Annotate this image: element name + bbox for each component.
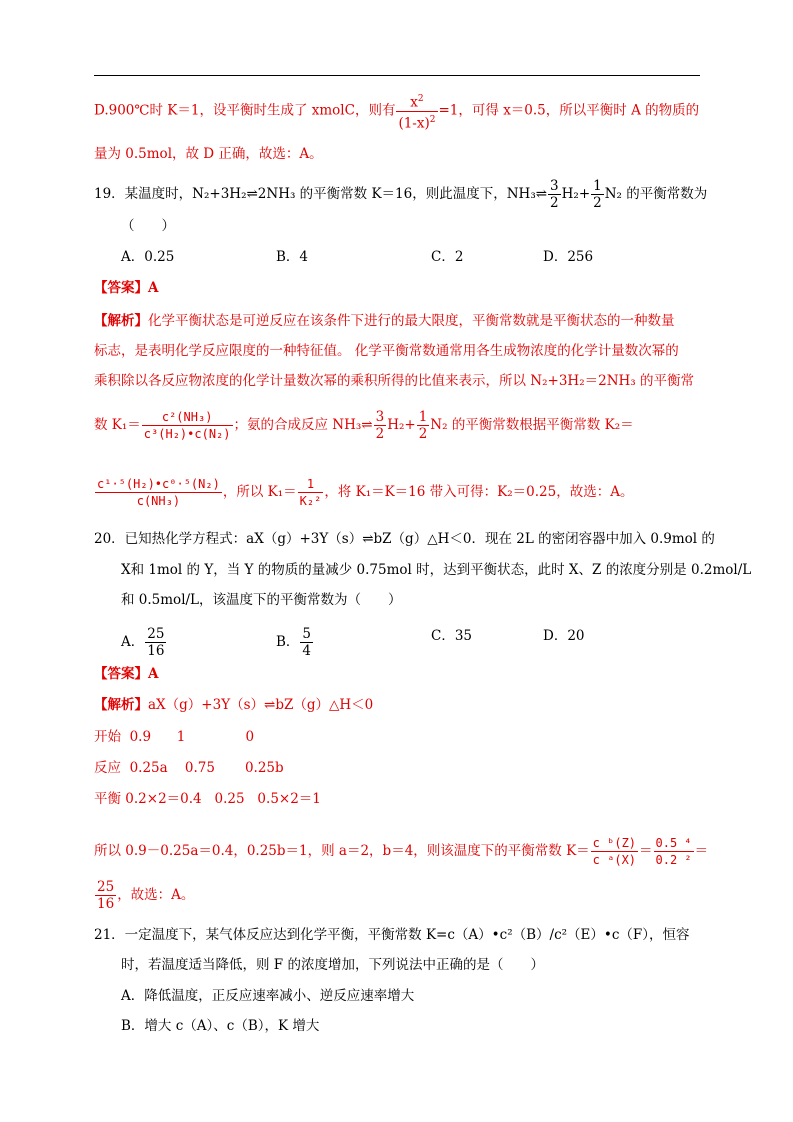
q18-line2: 量为 0.5mol，故 D 正确，故选：A。 (94, 146, 323, 162)
q20-conclusion: 所以 0.9－0.25a＝0.4，0.25b＝1，则 a＝2，b＝4，则该温度下的平衡常数 K＝ $\frac{\text{c ᵇ(Z)}}{\text{c ᵃ(X)}}$ ＝ $\frac{\text{0.5 ⁴}}{\text{0.2 ²}}$ ＝ (94, 836, 709, 867)
q20-stem1: 20．已知热化学方程式：aX（g）+3Y（s）⇌bZ（g）△H＜0．现在 2L 的密闭容器中加入 0.9mol 的 (94, 531, 715, 547)
q19-option-b: B．4 (276, 249, 309, 265)
q20-option-a: A． $\frac{25}{16}$ (121, 626, 165, 659)
q20-row-eq: 平衡 0.2×2＝0.4 0.25 0.5×2＝1 (94, 791, 321, 807)
q21-option-b: B．增大 c（A）、c（B），K 增大 (121, 1018, 320, 1034)
q19-answer: 【答案】A (94, 280, 159, 296)
q19-exp1: 【解析】化学平衡状态是可逆反应在该条件下进行的最大限度，平衡常数就是平衡状态的一种数量 (94, 313, 675, 329)
q19-option-c: C．2 (431, 249, 464, 265)
q21-stem1: 21．一定温度下，某气体反应达到化学平衡，平衡常数 K=c（A）•c²（B）/c²（E）•c（F），恒容 (94, 927, 690, 943)
q20-result: $\frac{25}{16}$ ，故选：A。 (97, 879, 195, 912)
q19-paren: （ ） (121, 218, 175, 234)
q18-fraction: $\frac{x^2}{(1-x)^2}$ (396, 91, 437, 131)
q19-exp5: $\frac{\text{c¹·⁵(H₂)•c⁰·⁵(N₂)}}{\text{c(NH₃)}}$ ，所以 K₁＝ $\frac{1}{\text{K₂²}}$ ，将 K₁＝K＝16 带入可得：K₂＝0.25，故选：A。 (97, 477, 634, 508)
q19-exp4: 数 K₁＝ $\frac{\text{c²(NH₃)}}{\text{c³(H₂)•c(N₂)}}$ ；氨的合成反应 NH₃⇌ $\frac{3}{2}$ H₂+ $\frac{1}{2}$ N₂ 的平衡常数根据平衡常数 K₂＝ (94, 409, 634, 442)
q21-option-a: A．降低温度，正反应速率减小、逆反应速率增大 (121, 988, 415, 1004)
q19-stem: 19．某温度时，N₂+3H₂⇌2NH₃ 的平衡常数 K＝16，则此温度下，NH₃⇌ $\frac{3}{2}$ H₂+ $\frac{1}{2}$ N₂ 的平衡常数为 (94, 178, 708, 211)
q21-stem2: 时，若温度适当降低，则 F 的浓度增加，下列说法中正确的是（ ） (121, 957, 544, 973)
q20-row-start: 开始 0.9 1 0 (94, 729, 255, 745)
q19-exp2: 标志，是表明化学反应限度的一种特征值。 化学平衡常数通常用各生成物浓度的化学计量数次幂的 (94, 343, 679, 359)
q19-exp3: 乘积除以各反应物浓度的化学计量数次幂的乘积所得的比值来表示，所以 N₂+3H₂＝2NH₃ 的平衡常 (94, 373, 694, 389)
q20-option-b: B． $\frac{5}{4}$ (276, 626, 312, 659)
q20-stem2: X和 1mol 的 Y，当 Y 的物质的量减少 0.75mol 时，达到平衡状态，此时 X、Z 的浓度分别是 0.2mol/L (121, 562, 752, 578)
q20-option-d: D．20 (543, 628, 585, 644)
q20-exp-eq: 【解析】aX（g）+3Y（s）⇌bZ（g）△H＜0 (94, 697, 374, 713)
q20-option-c: C．35 (431, 628, 473, 644)
header-rule (94, 75, 700, 76)
q18-line1: D.900℃时 K＝1，设平衡时生成了 xmolC，则有 $\frac{x^2}{(1-x)^2}$ =1，可得 x＝0.5，所以平衡时 A 的物质的 (94, 91, 699, 131)
q19-option-a: A．0.25 (121, 249, 175, 265)
q20-row-react: 反应 0.25a 0.75 0.25b (94, 760, 284, 776)
q20-stem3: 和 0.5mol/L，该温度下的平衡常数为（ ） (121, 592, 402, 608)
q20-answer: 【答案】A (94, 666, 159, 682)
q19-option-d: D．256 (543, 249, 594, 265)
